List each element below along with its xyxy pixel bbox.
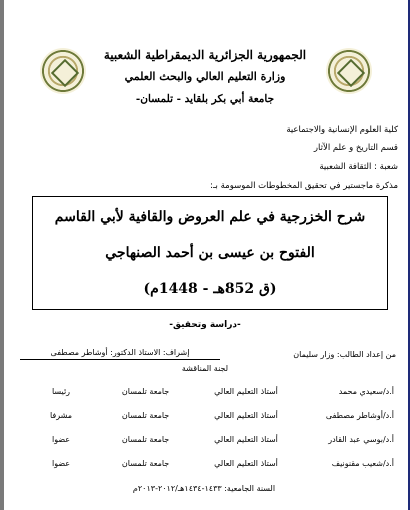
- member-role: عضوا: [51, 458, 71, 468]
- member-university: جامعة تلمسان: [121, 410, 170, 420]
- republic-header: الجمهورية الجزائرية الديمقراطية الشعبية: [103, 48, 307, 62]
- member-name: أ.د/شعيب مقنونيف: [331, 458, 394, 468]
- member-university: جامعة تلمسان: [121, 434, 170, 444]
- prepared-by: من إعداد الطالب: وزار سليمان: [293, 350, 396, 359]
- department-line: قسم التاريخ و علم الآثار: [313, 143, 398, 153]
- branch-line: شعبة : الثقافة الشعبية: [319, 162, 398, 172]
- ministry-header: وزارة التعليم العالي والبحث العلمي: [124, 70, 286, 83]
- member-rank: أستاذ التعليم العالي: [214, 386, 278, 396]
- study-label: -دراسة وتحقيق-: [169, 320, 241, 330]
- college-line: كلية العلوم الإنسانية والاجتماعية: [286, 125, 398, 135]
- member-rank: أستاذ التعليم العالي: [214, 410, 278, 420]
- academic-year: السنة الجامعية: ١٤٣٣-١٤٣٤هـ/٢٠١٢-٢٠١٣م: [132, 484, 276, 493]
- university-header: جامعة أبي بكر بلقايد - تلمسان-: [135, 93, 275, 105]
- university-emblem-icon: [326, 48, 372, 94]
- table-row: [24, 427, 394, 451]
- thesis-title-line2: الفتوح بن عيسى بن أحمد الصنهاجي: [105, 245, 315, 261]
- table-row: [24, 403, 394, 427]
- supervised-by: إشراف: الاستاذ الدكتور: أوشاطر مصطفى: [20, 348, 220, 360]
- thesis-title-box: [32, 196, 388, 310]
- thesis-title-line1: شرح الخزرجية في علم العروض والقافية لأبي القاسم: [54, 209, 366, 225]
- committee-table: [24, 379, 394, 475]
- page-edge: [0, 0, 4, 510]
- thesis-note: مذكرة ماجستير في تحقيق المخطوطات الموسومة بـ:: [210, 181, 398, 191]
- member-university: جامعة تلمسان: [121, 386, 170, 396]
- table-row: [24, 379, 394, 403]
- table-row: [24, 451, 394, 475]
- member-rank: أستاذ التعليم العالي: [214, 458, 278, 468]
- member-name: أ.د/سعيدي محمد: [338, 386, 394, 396]
- committee-heading: لجنة المناقشة: [181, 364, 229, 373]
- thesis-title-line3: (ق 852هـ - 1448م): [143, 281, 277, 297]
- member-name: أ.د/بوسي عبد القادر: [328, 434, 394, 444]
- member-role: مشرفا: [49, 410, 73, 420]
- member-role: عضوا: [51, 434, 71, 444]
- member-rank: أستاذ التعليم العالي: [214, 434, 278, 444]
- member-name: أ.د/أوشاطر مصطفى: [325, 410, 394, 420]
- member-role: رئيسا: [51, 386, 71, 396]
- member-university: جامعة تلمسان: [121, 458, 170, 468]
